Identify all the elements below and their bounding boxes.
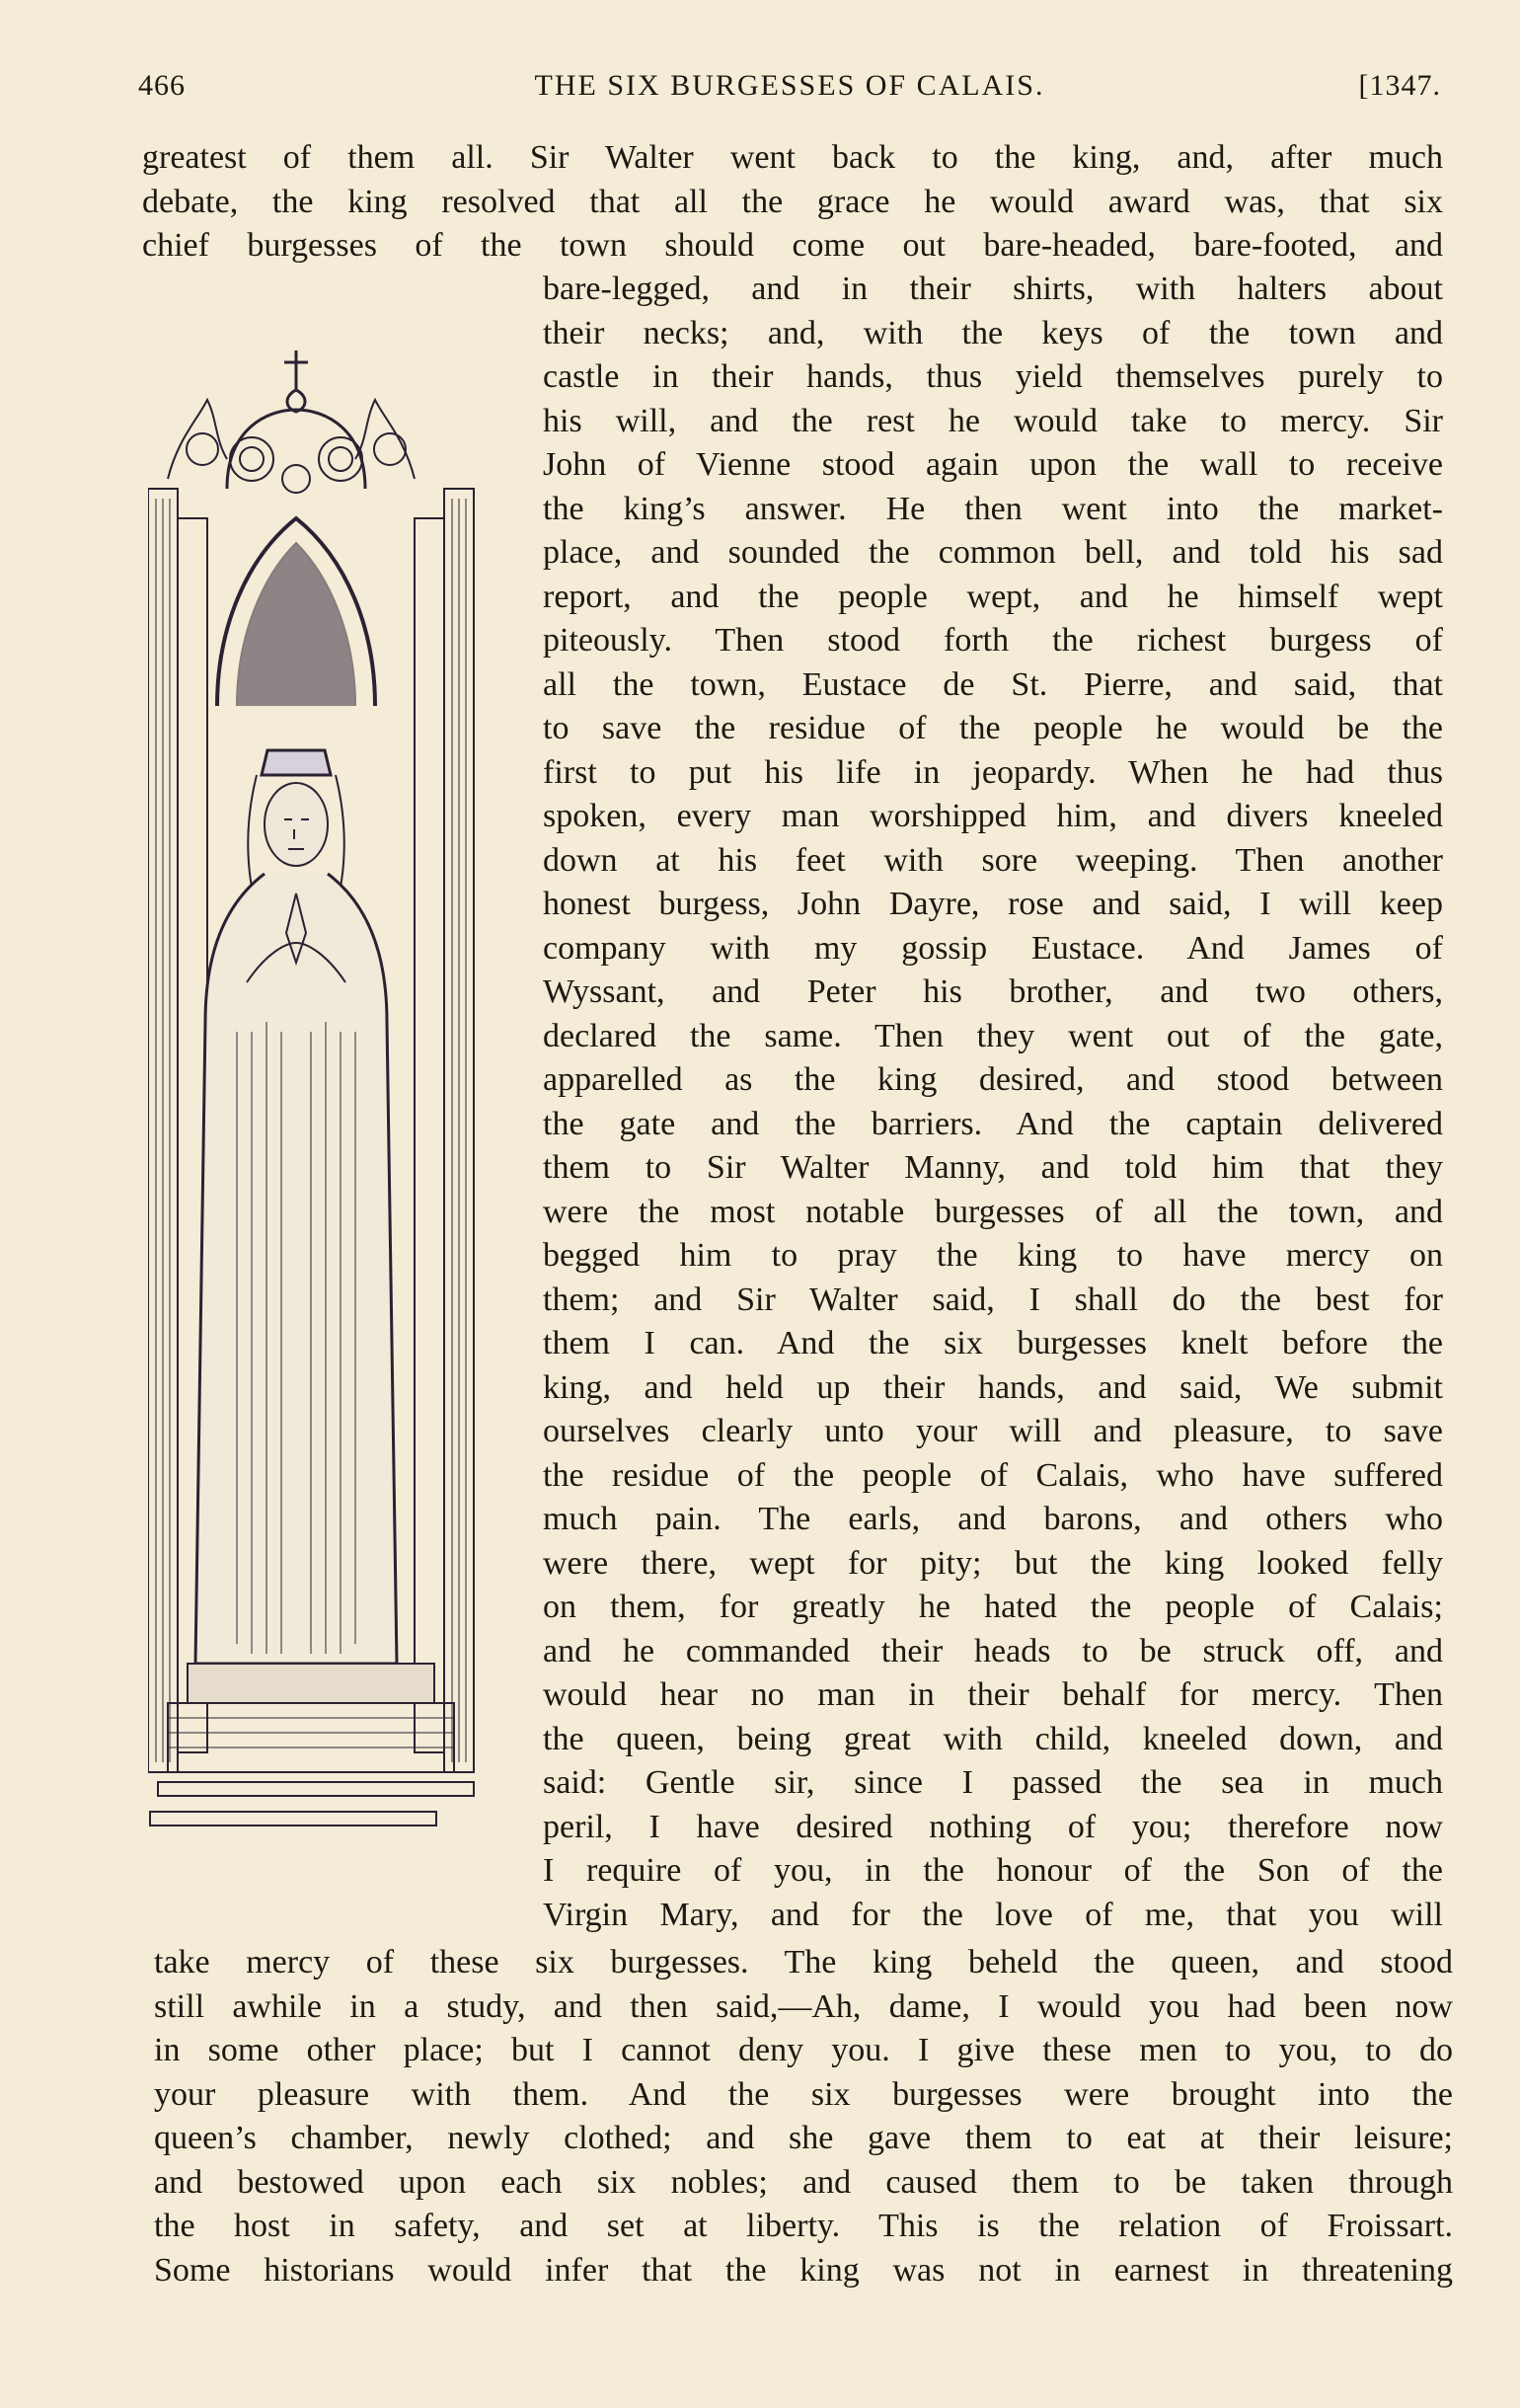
text-line: his will, and the rest he would take to mercy. Sir	[543, 402, 1443, 439]
queen-effigy-illustration	[148, 341, 489, 1891]
text-line: I require of you, in the honour of the Son of the	[543, 1852, 1443, 1889]
text-line: were there, wept for pity; but the king looked felly	[543, 1544, 1443, 1582]
running-header	[138, 69, 1441, 118]
text-line: said: Gentle sir, since I passed the sea in much	[543, 1764, 1443, 1801]
text-line: the host in safety, and set at liberty. This is the relation of Froissart.	[154, 2208, 1453, 2244]
page-number: 466	[138, 69, 186, 102]
text-line: debate, the king resolved that all the grace he would award was, that six	[142, 183, 1443, 220]
text-line: greatest of them all. Sir Walter went back to the king, and, after much	[142, 139, 1443, 176]
text-line: Wyssant, and Peter his brother, and two others,	[543, 973, 1443, 1010]
text-line: begged him to pray the king to have mercy on	[543, 1237, 1443, 1274]
text-line: apparelled as the king desired, and stood between	[543, 1061, 1443, 1098]
text-line: peril, I have desired nothing of you; therefore now	[543, 1808, 1443, 1845]
text-line: them to Sir Walter Manny, and told him that they	[543, 1149, 1443, 1186]
text-line: down at his feet with sore weeping. Then another	[543, 841, 1443, 879]
text-line: first to put his life in jeopardy. When he had thus	[543, 753, 1443, 791]
carved-queen-effigy-icon	[148, 341, 489, 1891]
text-line: bare-legged, and in their shirts, with halters about	[543, 271, 1443, 307]
text-line: them I can. And the six burgesses knelt before the	[543, 1325, 1443, 1361]
text-line: spoken, every man worshipped him, and divers kneeled	[543, 798, 1443, 834]
text-line: declared the same. Then they went out of the gate,	[543, 1017, 1443, 1054]
text-line: to save the residue of the people he would be the	[543, 710, 1443, 746]
text-line: piteously. Then stood forth the richest burgess of	[543, 622, 1443, 659]
text-line: chief burgesses of the town should come out bare-headed, bare-footed, and	[142, 227, 1443, 264]
text-line: report, and the people wept, and he himself wept	[543, 578, 1443, 615]
text-line: company with my gossip Eustace. And James of	[543, 929, 1443, 967]
text-line: castle in their hands, thus yield themselves purely to	[543, 358, 1443, 395]
text-line: the king’s answer. He then went into the market-	[543, 490, 1443, 527]
text-line: and bestowed upon each six nobles; and caused them to be taken through	[154, 2163, 1453, 2201]
text-line: queen’s chamber, newly clothed; and she gave them to eat at their leisure;	[154, 2120, 1453, 2156]
text-line: the gate and the barriers. And the captain delivered	[543, 1105, 1443, 1142]
running-title: THE SIX BURGESSES OF CALAIS.	[534, 69, 1045, 102]
text-line: would hear no man in their behalf for mercy. Then	[543, 1676, 1443, 1713]
text-line: the residue of the people of Calais, who have suffered	[543, 1456, 1443, 1494]
text-line: their necks; and, with the keys of the town and	[543, 314, 1443, 351]
text-line: place, and sounded the common bell, and told his sad	[543, 534, 1443, 571]
text-line: all the town, Eustace de St. Pierre, and said, that	[543, 665, 1443, 703]
text-line: John of Vienne stood again upon the wall to receive	[543, 446, 1443, 483]
text-line: take mercy of these six burgesses. The king beheld the queen, and stood	[154, 1944, 1453, 1981]
text-line: much pain. The earls, and barons, and others who	[543, 1501, 1443, 1537]
text-line: the queen, being great with child, kneeled down, and	[543, 1720, 1443, 1757]
paragraph-top	[142, 136, 1443, 269]
text-line: them; and Sir Walter said, I shall do the best for	[543, 1281, 1443, 1318]
text-line: Some historians would infer that the king was not in earnest in threatening	[154, 2251, 1453, 2289]
text-line: still awhile in a study, and then said,—Ah, dame, I would you had been now	[154, 1987, 1453, 2025]
paragraph-wrapped-beside-figure	[543, 268, 1443, 1937]
text-line: in some other place; but I cannot deny you. I give these men to you, to do	[154, 2032, 1453, 2068]
text-line: king, and held up their hands, and said, We submit	[543, 1368, 1443, 1406]
text-line: ourselves clearly unto your will and pleasure, to save	[543, 1413, 1443, 1449]
text-line: were the most notable burgesses of all the town, and	[543, 1193, 1443, 1230]
text-line: Virgin Mary, and for the love of me, that you will	[543, 1896, 1443, 1933]
paragraph-bottom	[154, 1941, 1453, 2292]
text-line: and he commanded their heads to be struck off, and	[543, 1632, 1443, 1670]
year-marker: [1347.	[1358, 69, 1441, 102]
text-line: on them, for greatly he hated the people of Calais;	[543, 1589, 1443, 1625]
text-line: your pleasure with them. And the six burgesses were brought into the	[154, 2075, 1453, 2113]
text-line: honest burgess, John Dayre, rose and said, I will keep	[543, 886, 1443, 922]
